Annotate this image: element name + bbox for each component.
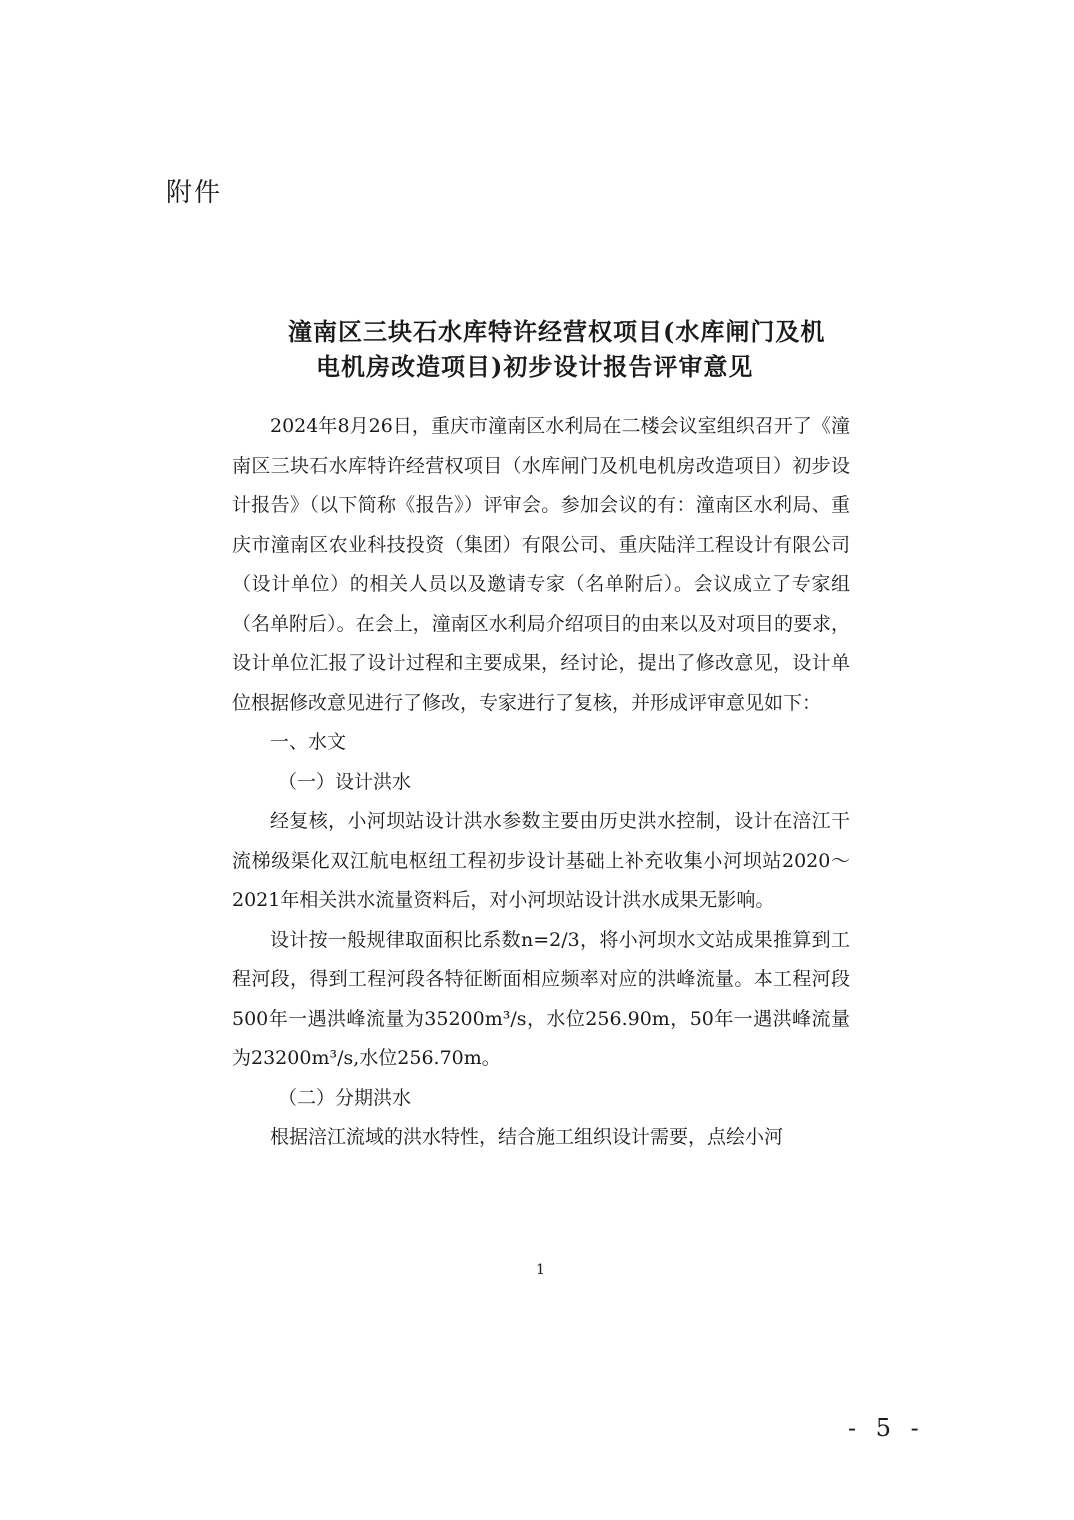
inner-page-number: 1 <box>536 1262 545 1278</box>
review-paragraph: 经复核，小河坝站设计洪水参数主要由历史洪水控制，设计在涪江干流梯级渠化双江航电枢纽工程初步设计基础上补充收集小河坝站2020～2021年相关洪水流量资料后，对小河坝站设计洪水成果无影响。 <box>232 810 850 911</box>
subsection-heading-staged-flood: （二）分期洪水 <box>278 1086 412 1109</box>
staged-flood-paragraph: 根据涪江流域的洪水特性，结合施工组织设计需要，点绘小河 <box>270 1126 784 1148</box>
document-title <box>280 314 880 384</box>
intro-paragraph: 2024年8月26日，重庆市潼南区水利局在二楼会议室组织召开了《潼南区三块石水库特许经营权项目（水库闸门及机电机房改造项目）初步设计报告》（以下简称《报告》）评审会。参加会议的有：潼南区水利局、重庆市潼南区农业科技投资（集团）有限公司、重庆陆洋工程设计有限公司（设计单位）的相关人员以及邀请专家（名单附后）。会议成立了专家组（名单附后）。在会上，潼南区水利局介绍项目的由来以及对项目的要求，设计单位汇报了设计过程和主要成果，经讨论，提出了修改意见，设计单位根据修改意见进行了修改，专家进行了复核，并形成评审意见如下： <box>232 415 850 714</box>
title-line-2: 电机房改造项目)初步设计报告评审意见 <box>316 352 754 381</box>
section-heading-hydrology: 一、水文 <box>270 731 347 753</box>
attachment-label: 附件 <box>166 178 223 208</box>
outer-page-number: - 5 - <box>848 1414 925 1442</box>
document-body <box>232 407 850 1158</box>
design-paragraph: 设计按一般规律取面积比系数n=2/3，将小河坝水文站成果推算到工程河段，得到工程河段各特征断面相应频率对应的洪峰流量。本工程河段500年一遇洪峰流量为35200m³/s，水位256.90m，50年一遇洪峰流量为23200m³/s,水位256.70m。 <box>232 928 850 1069</box>
title-line-1: 潼南区三块石水库特许经营权项目(水库闸门及机 <box>288 317 826 346</box>
subsection-heading-design-flood: （一）设计洪水 <box>278 770 412 793</box>
